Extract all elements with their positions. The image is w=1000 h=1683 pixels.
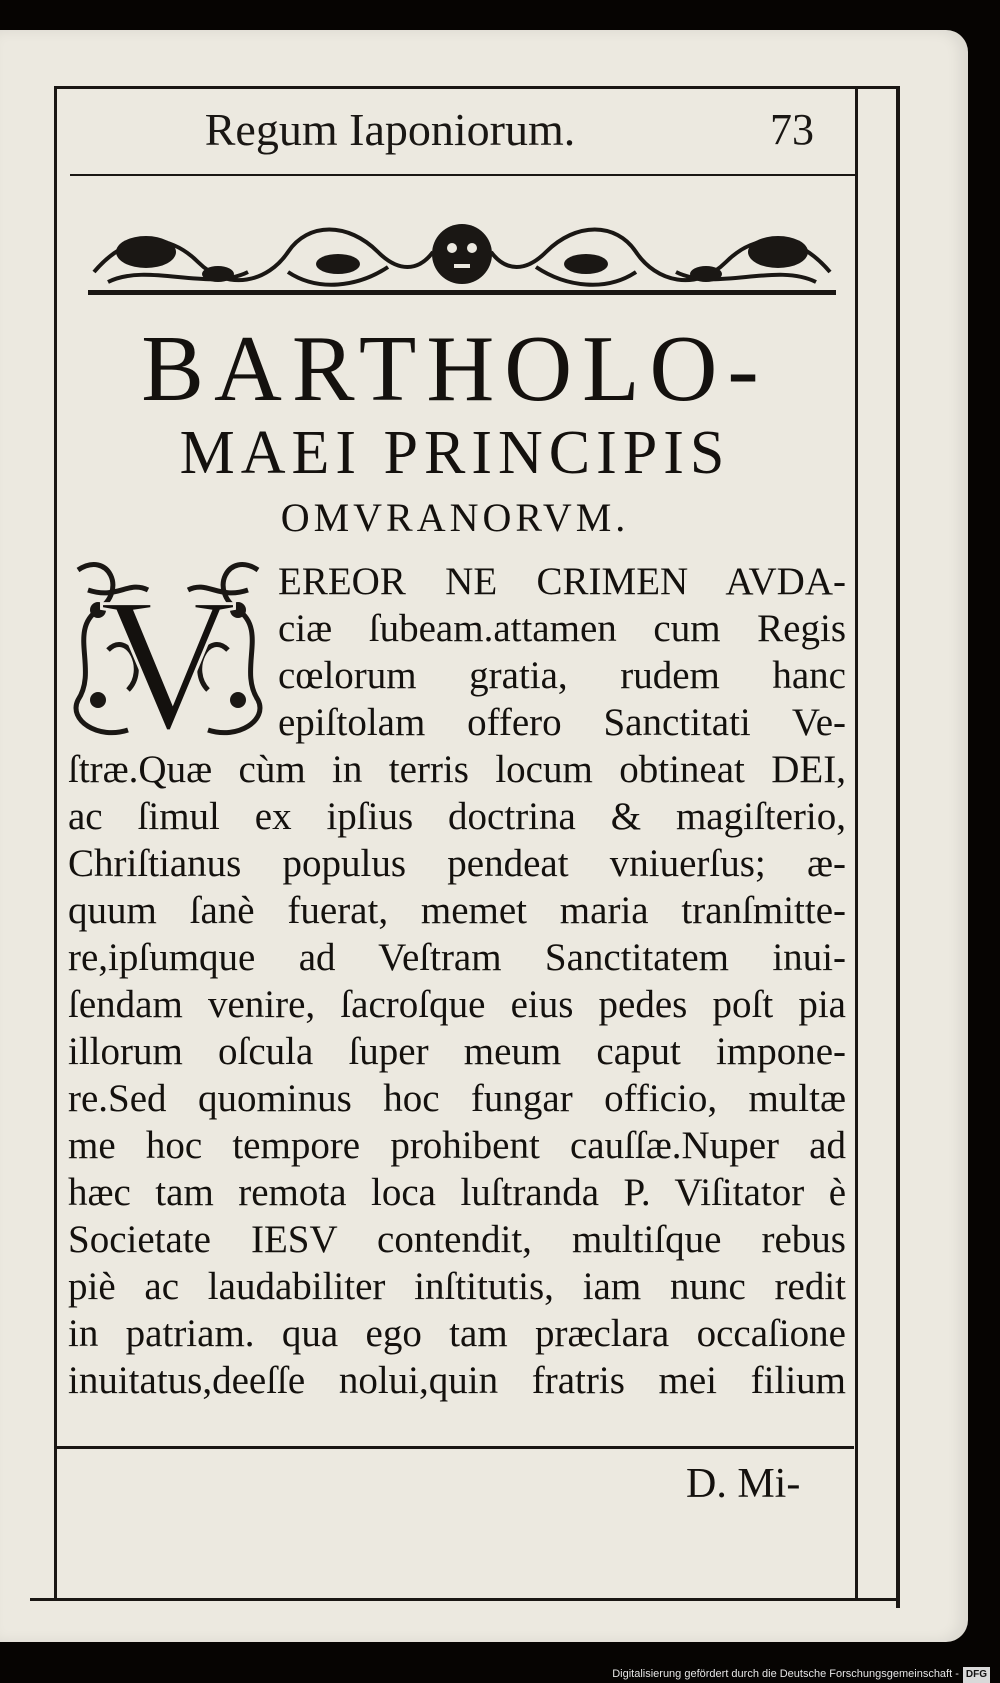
body-line: epiſtolam offero Sanctitati Ve-: [278, 701, 846, 744]
body-line: in patriam. qua ego tam præclara occaſione: [68, 1312, 846, 1355]
body-line: ſendam venire, ſacroſque eius pedes poſt pia: [68, 983, 846, 1026]
title-line-2: MAEI PRINCIPIS: [179, 419, 731, 487]
body-line: EREOR NE CRIMEN AVDA-: [278, 560, 846, 603]
body-line: me hoc tempore prohibent cauſſæ.Nuper ad: [68, 1124, 846, 1167]
title-line-1: BARTHOLO-: [141, 317, 769, 421]
text-bottom-rule: [54, 1446, 854, 1449]
decorated-initial-letter: [68, 550, 268, 746]
title-line-3: OMVRANORVM.: [280, 495, 630, 540]
header-rule: [70, 174, 855, 176]
body-line: Societate IESV contendit, multiſque rebus: [68, 1218, 846, 1261]
body-line: ſtræ.Quæ cùm in terris locum obtineat DEI,: [68, 748, 846, 791]
initial-letter-glyph: V: [99, 560, 237, 746]
body-line: ac ſimul ex ipſius doctrina & magiſterio,: [68, 795, 846, 838]
body-line: Chriſtianus populus pendeat vniuerſus; æ-: [68, 842, 846, 885]
frame-top-rule: [54, 86, 900, 89]
dfg-logo-badge: DFG: [963, 1667, 990, 1683]
body-line: cœlorum gratia, rudem hanc: [278, 654, 846, 697]
frame-bottom-rule: [30, 1598, 900, 1601]
body-line: illorum oſcula ſuper meum caput impone-: [68, 1030, 846, 1073]
body-line: ciæ ſubeam.attamen cum Regis: [278, 607, 846, 650]
body-line: re,ipſumque ad Veſtram Sanctitatem inui-: [68, 936, 846, 979]
frame-right-rule-inner: [855, 88, 858, 1598]
body-line: quum ſanè fuerat, memet maria tranſmitte-: [68, 889, 846, 932]
headpiece-ornament: [88, 212, 836, 298]
credit-text: Digitalisierung gefördert durch die Deutsche Forschungsgemeinschaft -: [612, 1668, 959, 1680]
frame-right-rule-outer: [896, 88, 900, 1608]
frame-left-rule: [54, 88, 57, 1598]
running-head: Regum Iaponiorum.: [204, 104, 576, 155]
page-number: 73: [770, 105, 814, 154]
initial-ornament-frame: [68, 550, 268, 746]
body-line: inuitatus,deeſſe nolui,quin fratris mei filium: [68, 1359, 846, 1402]
body-line: re.Sed quominus hoc fungar officio, multæ: [68, 1077, 846, 1120]
body-line: hæc tam remota loca luſtranda P. Viſitator è: [68, 1171, 846, 1214]
catchword: D. Mi-: [686, 1461, 801, 1507]
digitization-credit: [560, 1666, 990, 1682]
body-line: piè ac laudabiliter inſtitutis, iam nunc redit: [68, 1265, 846, 1308]
